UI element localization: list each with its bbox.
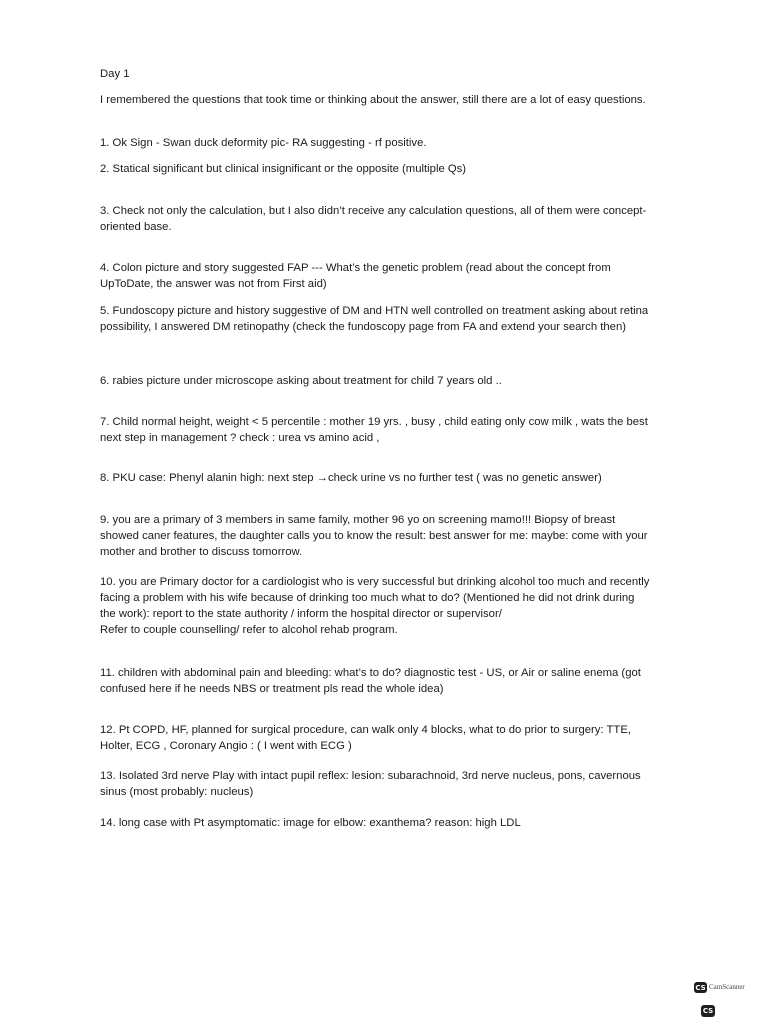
question-11-line-2: confused here if he needs NBS or treatment pls read the whole idea) — [100, 683, 444, 695]
question-7-line-1: 7. Child normal height, weight < 5 percentile : mother 19 yrs. , busy , child eating only cow milk , wats the best — [100, 416, 648, 428]
question-10-line-2: facing a problem with his wife because of drinking too much what to do? (Mentioned he did not drink during — [100, 592, 635, 604]
question-10-line-3: the work): report to the state authority / inform the hospital director or supervisor/ — [100, 608, 502, 620]
question-9-line-2: showed caner features, the daughter calls you to know the result: best answer for me: maybe: come with your — [100, 530, 648, 542]
question-12-line-1: 12. Pt COPD, HF, planned for surgical procedure, can walk only 4 blocks, what to do prior to surgery: TTE, — [100, 724, 631, 736]
question-4-line-1: 4. Colon picture and story suggested FAP --- What’s the genetic problem (read about the concept from — [100, 262, 611, 274]
question-14: 14. long case with Pt asymptomatic: image for elbow: exanthema? reason: high LDL — [100, 817, 521, 829]
question-9-line-1: 9. you are a primary of 3 members in same family, mother 96 yo on screening mamo!!! Biopsy of breast — [100, 514, 616, 526]
question-11-line-1: 11. children with abdominal pain and bleeding: what’s to do? diagnostic test - US, or Air or saline enema (got — [100, 667, 641, 679]
question-3-line-1: 3. Check not only the calculation, but I also didn’t receive any calculation questions, all of them were concept- — [100, 205, 647, 217]
day-heading: Day 1 — [100, 68, 130, 80]
question-1: 1. Ok Sign - Swan duck deformity pic- RA suggesting - rf positive. — [100, 137, 427, 149]
question-13-line-2: sinus (most probably: nucleus) — [100, 786, 254, 798]
question-5-line-1: 5. Fundoscopy picture and history suggestive of DM and HTN well controlled on treatment asking about retina — [100, 305, 649, 317]
camscanner-logo-icon: CS — [695, 983, 706, 992]
question-13-line-1: 13. Isolated 3rd nerve Play with intact pupil reflex: lesion: subarachnoid, 3rd nerve nucleus, pons, cavernous — [100, 770, 641, 782]
question-8: 8. PKU case: Phenyl alanin high: next step →check urine vs no further test ( was no genetic answer) — [100, 472, 602, 484]
question-4-line-2: UpToDate, the answer was not from First aid) — [100, 278, 327, 290]
question-10-line-1: 10. you are Primary doctor for a cardiologist who is very successful but drinking alcohol too much and recently — [100, 576, 650, 588]
camscanner-logo-bottom-icon: CS — [702, 1007, 714, 1015]
question-10-line-4: Refer to couple counselling/ refer to alcohol rehab program. — [100, 624, 398, 636]
question-2: 2. Statical significant but clinical insignificant or the opposite (multiple Qs) — [100, 163, 467, 175]
camscanner-brand-text: CamScanner — [709, 983, 745, 991]
question-7-line-2: next step in management ? check : urea vs amino acid , — [100, 432, 380, 444]
question-6: 6. rabies picture under microscope asking about treatment for child 7 years old .. — [100, 375, 502, 387]
intro-text: I remembered the questions that took time or thinking about the answer, still there are a lot of easy questions. — [100, 94, 646, 106]
question-9-line-3: mother and brother to discuss tomorrow. — [100, 546, 303, 558]
question-5-line-2: possibility, I answered DM retinopathy (check the fundoscopy page from FA and extend your search then) — [100, 321, 627, 333]
question-12-line-2: Holter, ECG , Coronary Angio : ( I went with ECG ) — [100, 740, 352, 752]
question-3-line-2: oriented base. — [100, 221, 172, 233]
